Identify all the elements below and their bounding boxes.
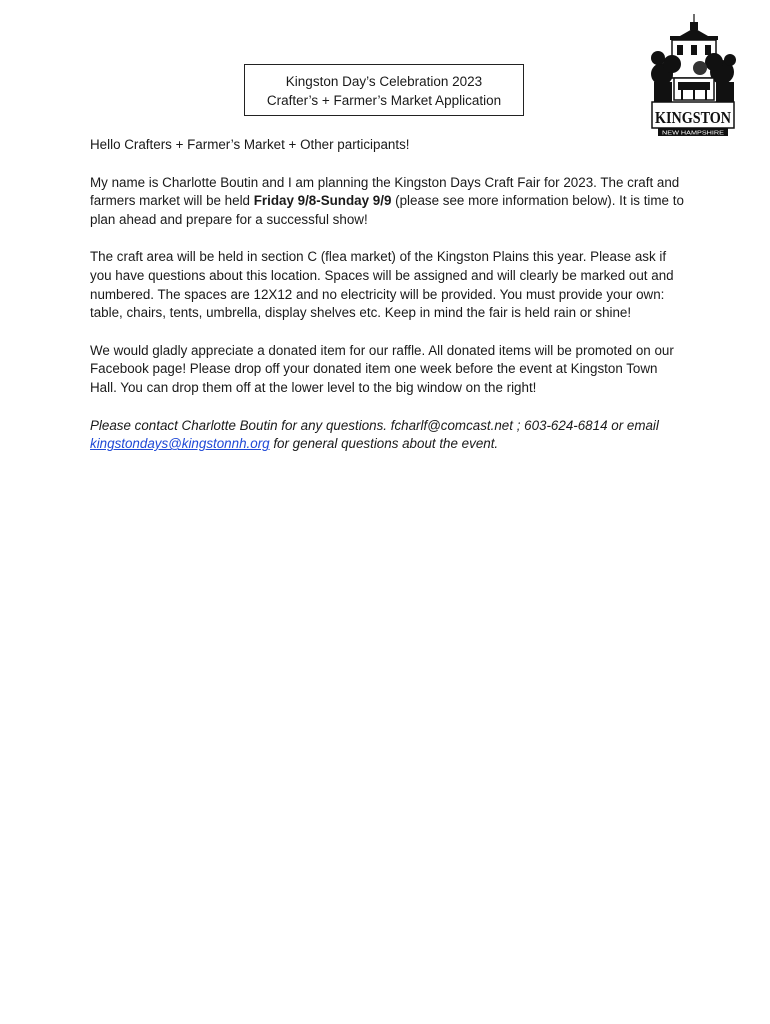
intro-text-1: My name is Charlotte Boutin and I am planning the Kingston Days Craft Fair for 2023. The craft and farmers market will be held [90, 174, 680, 209]
title-line-1: Kingston Day’s Celebration 2023 [285, 74, 483, 89]
letter-body [90, 136, 684, 473]
logo-subtitle: NEW HAMPSHIRE [662, 130, 725, 137]
raffle-paragraph: We would gladly appreciate a donated item for our raffle. All donated items will be promoted on our Facebook page! Please drop off your donated item one week before the event at Kingston Town Hall. You can drop them off at the lower level to the big window on the right! [90, 342, 674, 395]
event-dates: Friday 9/8-Sunday 9/9 [253, 193, 392, 209]
email-link[interactable]: kingstondays@kingstonnh.org [90, 436, 270, 452]
contact-text-1: Please contact Charlotte Boutin for any questions. fcharlf@comcast.net ; 603-624-6814 or email [90, 417, 659, 433]
contact-text-2: for general questions about the event. [269, 436, 499, 452]
location-paragraph: The craft area will be held in section C (flea market) of the Kingston Plains this year. Please ask if you have questions about this location. Spaces will be assigned and will clearly be marked out and numbered. The spaces are 12X12 and no electricity will be provided. You must provide your own: table, chairs, tents, umbrella, display shelves etc. Keep in mind the fair is held rain or shine! [90, 249, 674, 321]
contact-paragraph [90, 417, 684, 454]
kingston-logo-icon [650, 12, 736, 138]
logo-name: KINGSTON [655, 108, 732, 127]
intro-paragraph [90, 174, 684, 230]
title-line-2: Crafter’s + Farmer’s Market Application [266, 93, 502, 108]
intro-text-2: (please see more information below). It is time to plan ahead and prepare for a successful show! [90, 193, 684, 227]
greeting-paragraph: Hello Crafters + Farmer’s Market + Other participants! [90, 137, 410, 152]
title-box [244, 64, 524, 116]
